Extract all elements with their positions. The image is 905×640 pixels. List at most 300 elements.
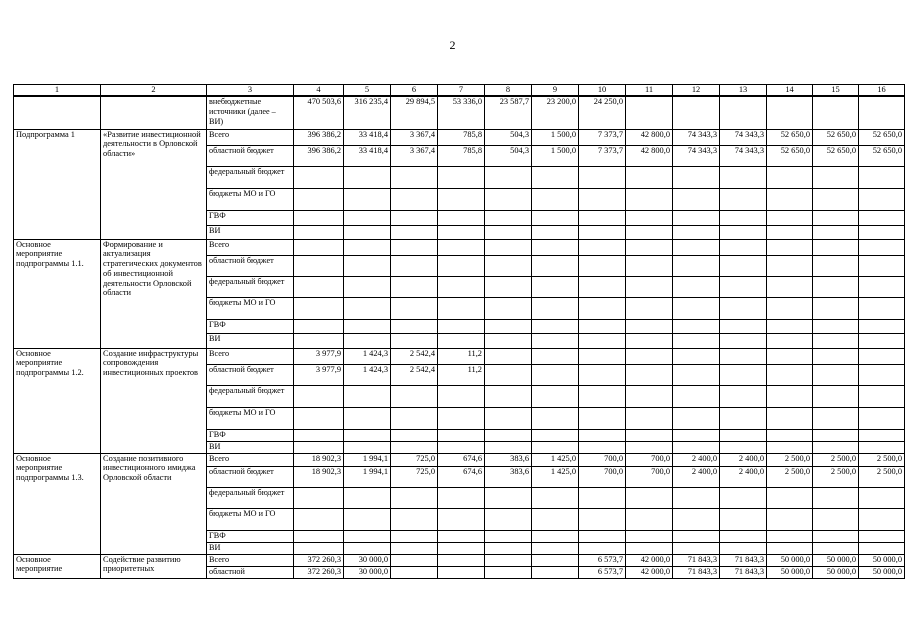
funding-source-cell: ВИ [207,333,294,348]
amount-cell [720,276,767,297]
amount-cell [859,348,905,364]
amount-cell [391,487,438,508]
amount-cell [626,239,673,255]
amount-cell [673,487,720,508]
amount-cell [720,429,767,441]
amount-cell [438,333,485,348]
amount-cell [720,487,767,508]
amount-cell [720,508,767,530]
amount-cell: 7 373,7 [579,145,626,166]
amount-cell: 2 400,0 [673,466,720,487]
amount-cell: 18 902,3 [294,466,344,487]
amount-cell [859,188,905,210]
amount-cell: 74 343,3 [673,145,720,166]
amount-cell [438,166,485,188]
amount-cell: 42 800,0 [626,145,673,166]
amount-cell [673,255,720,276]
amount-cell [767,385,813,407]
amount-cell [673,364,720,385]
amount-cell [438,276,485,297]
amount-cell: 71 843,3 [673,554,720,566]
amount-cell: 6 573,7 [579,566,626,578]
amount-cell [859,225,905,239]
amount-cell: 52 650,0 [767,145,813,166]
amount-cell [859,429,905,441]
amount-cell [813,225,859,239]
amount-cell [859,297,905,319]
amount-cell [532,225,579,239]
amount-cell: 18 902,3 [294,453,344,466]
amount-cell [485,554,532,566]
amount-cell [813,319,859,333]
amount-cell [626,429,673,441]
amount-cell: 2 500,0 [859,466,905,487]
amount-cell [579,487,626,508]
amount-cell [391,188,438,210]
amount-cell [813,333,859,348]
amount-cell [673,225,720,239]
amount-cell [720,542,767,554]
amount-cell [532,385,579,407]
amount-cell [391,333,438,348]
amount-cell [294,333,344,348]
amount-cell [859,276,905,297]
amount-cell [485,166,532,188]
amount-cell [767,348,813,364]
amount-cell [579,333,626,348]
amount-cell [767,333,813,348]
amount-cell [438,225,485,239]
column-number: 15 [813,85,859,97]
amount-cell [813,407,859,429]
amount-cell [344,385,391,407]
amount-cell [485,407,532,429]
column-number: 2 [101,85,207,97]
amount-cell [532,554,579,566]
amount-cell [626,297,673,319]
amount-cell [344,188,391,210]
amount-cell [391,239,438,255]
program-cell: Основное мероприятие [14,554,101,578]
amount-cell: 74 343,3 [673,129,720,145]
amount-cell [485,210,532,225]
amount-cell [626,188,673,210]
amount-cell: 50 000,0 [859,554,905,566]
amount-cell [720,364,767,385]
amount-cell [294,385,344,407]
amount-cell [767,508,813,530]
funding-source-cell: Всего [207,348,294,364]
amount-cell [767,542,813,554]
amount-cell: 372 260,3 [294,554,344,566]
amount-cell [626,166,673,188]
amount-cell [673,239,720,255]
amount-cell: 2 500,0 [767,453,813,466]
amount-cell [720,210,767,225]
amount-cell: 50 000,0 [859,566,905,578]
amount-cell [532,364,579,385]
amount-cell [485,239,532,255]
amount-cell [767,276,813,297]
amount-cell: 1 425,0 [532,453,579,466]
amount-cell [673,542,720,554]
column-number: 6 [391,85,438,97]
table-row [14,96,905,129]
amount-cell: 50 000,0 [767,554,813,566]
amount-cell [767,239,813,255]
amount-cell [391,530,438,542]
amount-cell: 52 650,0 [813,145,859,166]
column-number: 12 [673,85,720,97]
amount-cell [767,429,813,441]
program-cell [14,96,101,129]
amount-cell [859,487,905,508]
amount-cell [579,542,626,554]
amount-cell [767,188,813,210]
amount-cell [813,441,859,453]
amount-cell [720,166,767,188]
amount-cell: 52 650,0 [767,129,813,145]
amount-cell [859,542,905,554]
funding-source-cell: бюджеты МО и ГО [207,188,294,210]
activity-name-cell [101,96,207,129]
amount-cell: 785,8 [438,129,485,145]
amount-cell: 3 367,4 [391,145,438,166]
funding-source-cell: ГВФ [207,530,294,542]
amount-cell: 2 542,4 [391,348,438,364]
amount-cell [532,566,579,578]
amount-cell: 1 994,1 [344,453,391,466]
funding-source-cell: областной бюджет [207,364,294,385]
funding-source-cell: федеральный бюджет [207,166,294,188]
amount-cell [485,276,532,297]
amount-cell [626,530,673,542]
amount-cell [532,441,579,453]
amount-cell: 42 000,0 [626,566,673,578]
amount-cell [673,319,720,333]
amount-cell [720,385,767,407]
program-cell: Основное мероприятие подпрограммы 1.3. [14,453,101,554]
amount-cell: 53 336,0 [438,96,485,129]
amount-cell: 52 650,0 [859,145,905,166]
amount-cell [532,239,579,255]
amount-cell [294,429,344,441]
amount-cell: 30 000,0 [344,554,391,566]
amount-cell [391,508,438,530]
funding-source-cell: бюджеты МО и ГО [207,508,294,530]
amount-cell [344,297,391,319]
amount-cell: 383,6 [485,453,532,466]
amount-cell [720,530,767,542]
amount-cell [532,429,579,441]
amount-cell [485,429,532,441]
amount-cell [813,348,859,364]
amount-cell [294,487,344,508]
amount-cell: 725,0 [391,453,438,466]
amount-cell [859,407,905,429]
amount-cell: 1 500,0 [532,129,579,145]
funding-source-cell: ВИ [207,542,294,554]
amount-cell [532,487,579,508]
amount-cell [579,407,626,429]
activity-name-cell: Создание инфраструктуры сопровождения инвестиционных проектов [101,348,207,453]
amount-cell [438,530,485,542]
amount-cell [767,96,813,129]
funding-source-cell: Всего [207,239,294,255]
amount-cell [344,487,391,508]
amount-cell [767,407,813,429]
amount-cell [579,225,626,239]
amount-cell [485,188,532,210]
amount-cell: 52 650,0 [859,129,905,145]
program-cell: Основное мероприятие подпрограммы 1.2. [14,348,101,453]
column-number: 1 [14,85,101,97]
amount-cell: 50 000,0 [813,554,859,566]
budget-table [13,84,905,579]
amount-cell [813,255,859,276]
amount-cell [438,429,485,441]
amount-cell [438,319,485,333]
amount-cell [438,239,485,255]
amount-cell [813,210,859,225]
amount-cell [344,429,391,441]
amount-cell [626,441,673,453]
column-number: 5 [344,85,391,97]
amount-cell [673,348,720,364]
amount-cell [579,348,626,364]
amount-cell [438,487,485,508]
funding-source-cell: Всего [207,453,294,466]
amount-cell [391,225,438,239]
amount-cell: 674,6 [438,466,485,487]
amount-cell [720,96,767,129]
column-number: 16 [859,85,905,97]
amount-cell [673,385,720,407]
amount-cell [859,441,905,453]
funding-source-cell: ГВФ [207,210,294,225]
amount-cell [673,530,720,542]
activity-name-cell: Создание позитивного инвестиционного имиджа Орловской области [101,453,207,554]
amount-cell [626,487,673,508]
page-number: 2 [449,38,456,52]
amount-cell [344,319,391,333]
amount-cell [626,508,673,530]
amount-cell [720,407,767,429]
amount-cell [532,188,579,210]
amount-cell: 3 977,9 [294,364,344,385]
amount-cell [294,188,344,210]
amount-cell [532,276,579,297]
amount-cell [391,319,438,333]
activity-name-cell: Содействие развитию приоритетных [101,554,207,578]
amount-cell: 42 000,0 [626,554,673,566]
funding-source-cell: федеральный бюджет [207,487,294,508]
amount-cell [720,188,767,210]
amount-cell: 3 977,9 [294,348,344,364]
column-number: 14 [767,85,813,97]
amount-cell [438,210,485,225]
funding-source-cell: областной бюджет [207,466,294,487]
amount-cell [344,542,391,554]
amount-cell [626,364,673,385]
amount-cell [532,348,579,364]
amount-cell [391,542,438,554]
amount-cell [438,297,485,319]
amount-cell: 2 400,0 [673,453,720,466]
table-row [14,554,905,566]
amount-cell: 71 843,3 [720,554,767,566]
amount-cell [532,407,579,429]
amount-cell [438,255,485,276]
amount-cell [813,239,859,255]
amount-cell: 11,2 [438,348,485,364]
funding-source-cell: областной [207,566,294,578]
amount-cell: 50 000,0 [813,566,859,578]
amount-cell [294,441,344,453]
amount-cell: 74 343,3 [720,129,767,145]
table-row [14,453,905,466]
funding-source-cell: Всего [207,554,294,566]
amount-cell [485,542,532,554]
table-row [14,129,905,145]
amount-cell: 71 843,3 [673,566,720,578]
amount-cell [344,530,391,542]
amount-cell [626,210,673,225]
amount-cell [485,297,532,319]
amount-cell [579,210,626,225]
amount-cell [673,188,720,210]
amount-cell [859,333,905,348]
amount-cell: 316 235,4 [344,96,391,129]
amount-cell [438,188,485,210]
amount-cell [532,542,579,554]
amount-cell: 372 260,3 [294,566,344,578]
amount-cell: 470 503,6 [294,96,344,129]
amount-cell [391,407,438,429]
amount-cell: 6 573,7 [579,554,626,566]
amount-cell [532,166,579,188]
amount-cell [579,530,626,542]
funding-source-cell: ВИ [207,441,294,453]
amount-cell: 2 500,0 [859,453,905,466]
amount-cell [626,319,673,333]
amount-cell: 52 650,0 [813,129,859,145]
funding-source-cell: бюджеты МО и ГО [207,407,294,429]
amount-cell [294,239,344,255]
amount-cell [344,210,391,225]
amount-cell: 700,0 [579,466,626,487]
amount-cell [767,487,813,508]
amount-cell [767,530,813,542]
amount-cell: 504,3 [485,145,532,166]
amount-cell [391,210,438,225]
amount-cell: 785,8 [438,145,485,166]
amount-cell [720,319,767,333]
amount-cell: 396 386,2 [294,129,344,145]
amount-cell [294,166,344,188]
amount-cell: 42 800,0 [626,129,673,145]
amount-cell [720,348,767,364]
amount-cell: 7 373,7 [579,129,626,145]
column-number: 13 [720,85,767,97]
amount-cell [391,255,438,276]
funding-source-cell: областной бюджет [207,145,294,166]
amount-cell [859,166,905,188]
column-number: 7 [438,85,485,97]
funding-source-cell: областной бюджет [207,255,294,276]
amount-cell: 50 000,0 [767,566,813,578]
amount-cell [579,188,626,210]
amount-cell [485,348,532,364]
funding-source-cell: бюджеты МО и ГО [207,297,294,319]
amount-cell [294,225,344,239]
amount-cell [859,239,905,255]
amount-cell [673,429,720,441]
amount-cell [532,508,579,530]
amount-cell: 33 418,4 [344,129,391,145]
amount-cell [579,276,626,297]
amount-cell: 396 386,2 [294,145,344,166]
amount-cell: 2 542,4 [391,364,438,385]
activity-name-cell: Формирование и актуализация стратегических документов об инвестиционной деятельности Орловской области [101,239,207,348]
amount-cell: 700,0 [579,453,626,466]
amount-cell [720,225,767,239]
amount-cell [626,348,673,364]
amount-cell [626,255,673,276]
amount-cell [344,225,391,239]
amount-cell [391,385,438,407]
amount-cell [391,166,438,188]
amount-cell: 11,2 [438,364,485,385]
amount-cell [438,566,485,578]
column-number: 9 [532,85,579,97]
amount-cell: 2 400,0 [720,466,767,487]
amount-cell [813,487,859,508]
amount-cell [813,276,859,297]
amount-cell: 700,0 [626,466,673,487]
amount-cell [673,210,720,225]
amount-cell: 24 250,0 [579,96,626,129]
funding-source-cell: внебюджетные источники (далее – ВИ) [207,96,294,129]
amount-cell [438,407,485,429]
amount-cell [438,554,485,566]
amount-cell [767,166,813,188]
amount-cell [813,385,859,407]
amount-cell [579,319,626,333]
amount-cell: 2 400,0 [720,453,767,466]
amount-cell [579,166,626,188]
amount-cell: 2 500,0 [767,466,813,487]
amount-cell [626,407,673,429]
amount-cell [438,542,485,554]
amount-cell [438,385,485,407]
amount-cell [813,508,859,530]
amount-cell [720,333,767,348]
amount-cell [579,385,626,407]
amount-cell [294,255,344,276]
amount-cell [579,441,626,453]
amount-cell [344,333,391,348]
amount-cell [813,429,859,441]
amount-cell [859,255,905,276]
amount-cell: 383,6 [485,466,532,487]
amount-cell [626,96,673,129]
amount-cell [532,210,579,225]
amount-cell [485,508,532,530]
amount-cell [579,508,626,530]
amount-cell [626,333,673,348]
amount-cell [532,333,579,348]
